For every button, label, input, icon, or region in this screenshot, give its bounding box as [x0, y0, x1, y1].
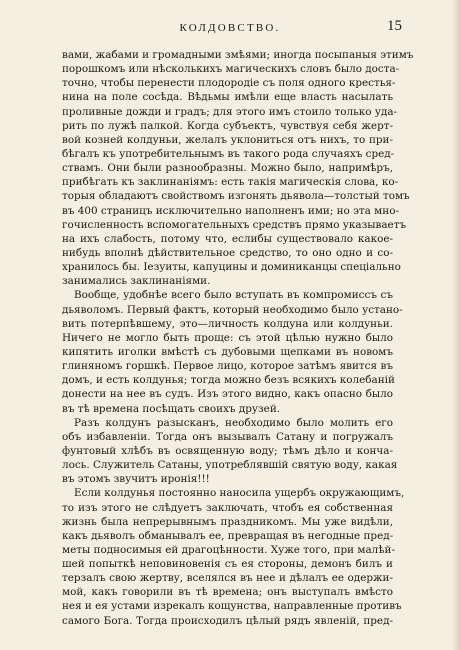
text-line: бѣгалъ къ употребительнымъ въ такого рода случаяхъ сред- — [62, 147, 395, 160]
text-line: рить по лужѣ палкой. Когда субъектъ, чувствуя себя жерт- — [62, 119, 393, 132]
text-line: глиняномъ горшкѣ. Первое лицо, которое затѣмъ явится въ — [62, 360, 393, 373]
text-line: самого Бога. Тогда происходилъ цѣлый рядъ явленій, пред- — [62, 614, 393, 627]
page-edge-shadow — [452, 0, 460, 650]
text-line: ствамъ. Они были разнообразны. Можно было, напримѣръ, — [62, 162, 393, 175]
text-line: торыя обладаютъ свойствомъ изгонять дьявола—толстый томъ — [62, 190, 410, 203]
text-line: въ тѣ времена посѣщать своихъ друзей. — [62, 402, 281, 415]
text-line: точно, чтобы перенести плодородіе съ поля одного крестья- — [62, 77, 396, 90]
text-line: въ этомъ звучитъ иронія!!! — [62, 473, 210, 486]
text-line: кипятить иголки вмѣстѣ съ дубовыми щепками въ новомъ — [62, 345, 393, 358]
text-line: фунтовый хлѣбъ въ освященную воду; тѣмъ дѣло и конча- — [62, 444, 393, 457]
text-line: занимались заклинаніями. — [62, 275, 211, 288]
body-text — [62, 48, 414, 628]
text-line: вами, жабами и громадными змѣями; иногда посыпаныя этимъ — [62, 49, 414, 61]
text-line: донести на нее въ судъ. Изъ этого видно, какъ опасно было — [62, 388, 393, 401]
text-line: вой козней колдуньи, желалъ уклониться отъ нихъ, то при- — [62, 133, 393, 146]
text-line: объ избавленіи. Тогда онъ вызывалъ Сатану и погружалъ — [62, 430, 393, 443]
text-line: Ничего не могло быть проще: съ этой цѣлью нужно было — [62, 331, 393, 344]
text-line: хранилось бы. Іезуиты, капуцины и доминиканцы спеціально — [62, 261, 401, 274]
text-line: порошкомъ или нѣсколькихъ магическихъ словъ было доста- — [62, 63, 400, 76]
text-line: жизнь была непрерывнымъ праздникомъ. Мы уже видѣли, — [62, 515, 393, 528]
text-line: въ 400 страницъ исключительно наполненъ ими; но эта мно- — [62, 204, 399, 217]
text-line: Вообще, удобнѣе всего было вступать въ компромиссъ съ — [74, 289, 393, 302]
text-line: нея и ея устами изрекалъ кощунства, направленные противъ — [62, 600, 402, 613]
running-title: КОЛДОВСТВО. — [179, 22, 281, 34]
text-line: гочисленность вспомогательныхъ средствъ прямо указываетъ — [62, 218, 407, 231]
text-line: терзалъ свою жертву, вселялся въ нее и дѣлалъ ее одержи- — [62, 572, 393, 585]
text-line: нибудь вполнѣ дѣйствительное средство, то оно одно и со- — [62, 246, 393, 259]
text-line: нина на поле сосѣда. Вѣдьмы имѣли еще власть насылать — [62, 91, 393, 104]
text-line: мой, какъ говорили въ тѣ времена; онъ выступалъ вмѣсто — [62, 586, 393, 599]
text-line: то изъ этого не слѣдуетъ заключать, чтобъ ея собственная — [62, 501, 393, 514]
text-line: домъ, и есть колдунья; тогда можно безъ всякихъ колебаній — [62, 374, 395, 387]
text-line: какъ дьяволъ обманывалъ ее, превращая въ негодные пред- — [62, 529, 394, 542]
text-line: прибѣгать къ заклинаніямъ: есть такія магическія слова, ко- — [62, 176, 399, 189]
text-line: Разъ колдунъ разысканъ, необходимо было молить его — [74, 416, 393, 429]
text-line: лось. Служитель Сатаны, употреблявшій святую воду, какая — [62, 459, 398, 472]
text-line: Если колдунья постоянно наносила ущербъ окружающимъ, — [74, 487, 405, 500]
text-line: на ихъ слабость, потому что, еслибы существовало какое- — [62, 232, 393, 245]
page-number: 15 — [387, 18, 402, 34]
text-line: меты подносимыя ей драгоцѣнности. Хуже того, при малѣй- — [62, 543, 395, 556]
text-line: вить потерпѣвшему, это—личность колдуна или колдуньи. — [62, 317, 393, 330]
text-line: дьяволомъ. Первый фактъ, который необходимо было устано- — [62, 303, 403, 316]
text-line: проливные дожди и градъ; для этого имъ стоило только уда- — [62, 105, 398, 118]
text-line: шей попыткѣ неповиновенія съ ея стороны, демонъ билъ и — [62, 558, 393, 571]
